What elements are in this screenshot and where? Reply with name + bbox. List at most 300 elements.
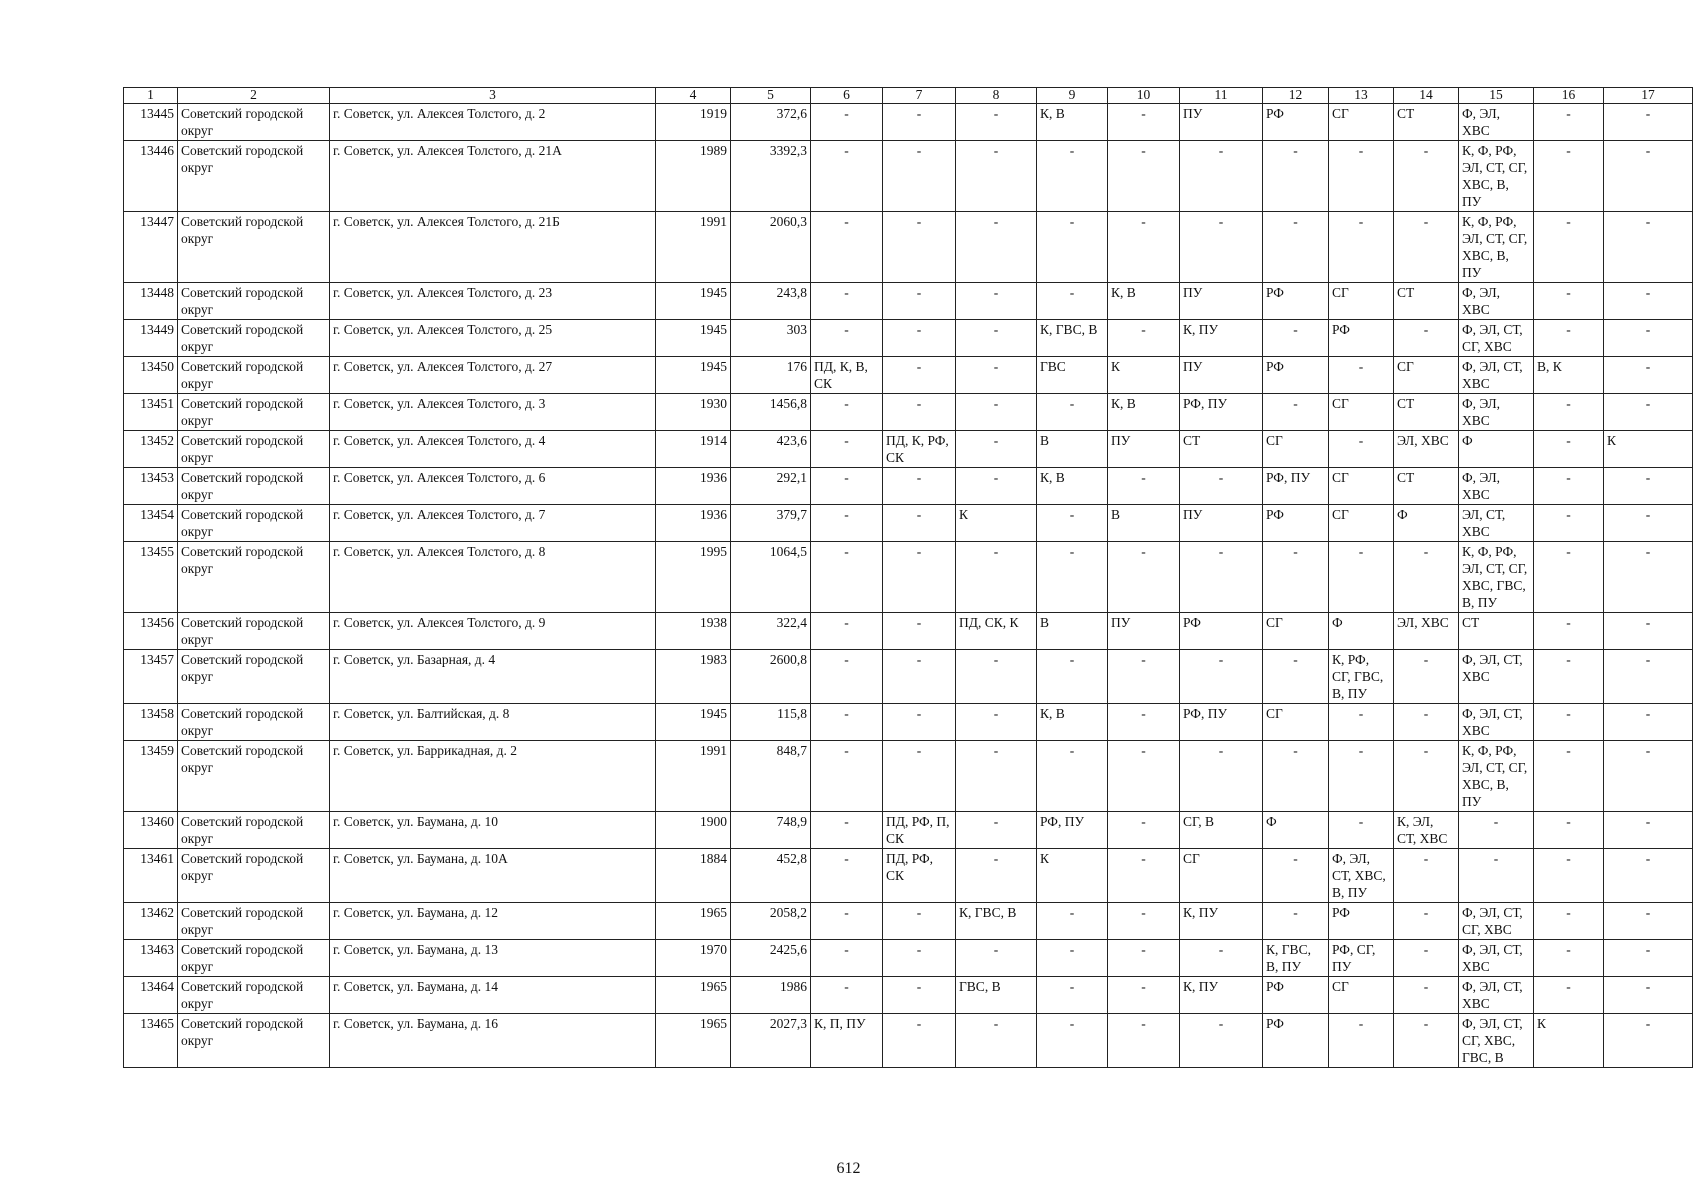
table-cell-col-8: - (956, 468, 1037, 505)
table-cell-col-15: - (1459, 849, 1534, 903)
table-cell-col-16: - (1534, 212, 1604, 283)
table-cell-col-16: - (1534, 849, 1604, 903)
table-cell-col-11: РФ, ПУ (1180, 394, 1263, 431)
table-cell-col-14: Ф (1394, 505, 1459, 542)
table-cell-col-3: г. Советск, ул. Баумана, д. 12 (330, 903, 656, 940)
table-row (124, 1014, 1693, 1068)
table-cell-col-15: К, Ф, РФ, ЭЛ, СТ, СГ, ХВС, В, ПУ (1459, 141, 1534, 212)
table-cell-col-14: - (1394, 704, 1459, 741)
table-cell-col-1: 13455 (124, 542, 178, 613)
table-cell-col-5: 372,6 (731, 104, 811, 141)
table-cell-col-10: К (1108, 357, 1180, 394)
table-cell-col-1: 13459 (124, 741, 178, 812)
table-cell-col-9: - (1037, 283, 1108, 320)
table-cell-col-7: ПД, К, РФ, СК (883, 431, 956, 468)
table-cell-col-9: - (1037, 212, 1108, 283)
table-cell-col-16: - (1534, 741, 1604, 812)
table-cell-col-10: К, В (1108, 283, 1180, 320)
table-cell-col-3: г. Советск, ул. Алексея Толстого, д. 6 (330, 468, 656, 505)
table-cell-col-4: 1938 (656, 613, 731, 650)
table-cell-col-16: В, К (1534, 357, 1604, 394)
table-cell-col-2: Советский городской округ (178, 903, 330, 940)
table-cell-col-5: 1456,8 (731, 394, 811, 431)
table-cell-col-7: - (883, 650, 956, 704)
table-cell-col-3: г. Советск, ул. Базарная, д. 4 (330, 650, 656, 704)
table-cell-col-4: 1991 (656, 741, 731, 812)
table-cell-col-2: Советский городской округ (178, 704, 330, 741)
table-cell-col-4: 1945 (656, 320, 731, 357)
register-table (123, 87, 1693, 1068)
table-cell-col-5: 2425,6 (731, 940, 811, 977)
table-cell-col-11: ПУ (1180, 283, 1263, 320)
table-cell-col-4: 1945 (656, 357, 731, 394)
column-header-3: 3 (330, 88, 656, 104)
table-cell-col-11: ПУ (1180, 357, 1263, 394)
table-cell-col-8: ГВС, В (956, 977, 1037, 1014)
table-cell-col-14: СТ (1394, 104, 1459, 141)
table-cell-col-17: - (1604, 542, 1693, 613)
table-cell-col-16: - (1534, 320, 1604, 357)
table-cell-col-12: СГ (1263, 704, 1329, 741)
table-cell-col-9: - (1037, 977, 1108, 1014)
table-cell-col-14: ЭЛ, ХВС (1394, 431, 1459, 468)
table-cell-col-9: - (1037, 1014, 1108, 1068)
table-cell-col-9: К (1037, 849, 1108, 903)
table-cell-col-5: 3392,3 (731, 141, 811, 212)
table-cell-col-13: СГ (1329, 104, 1394, 141)
table-cell-col-3: г. Советск, ул. Алексея Толстого, д. 9 (330, 613, 656, 650)
table-cell-col-17: - (1604, 320, 1693, 357)
table-cell-col-6: - (811, 468, 883, 505)
table-cell-col-9: - (1037, 741, 1108, 812)
table-cell-col-8: - (956, 320, 1037, 357)
table-cell-col-15: Ф, ЭЛ, СТ, СГ, ХВС (1459, 320, 1534, 357)
table-cell-col-16: - (1534, 812, 1604, 849)
table-cell-col-8: - (956, 542, 1037, 613)
column-header-10: 10 (1108, 88, 1180, 104)
table-cell-col-8: К, ГВС, В (956, 903, 1037, 940)
table-cell-col-16: - (1534, 704, 1604, 741)
table-cell-col-4: 1970 (656, 940, 731, 977)
table-cell-col-3: г. Советск, ул. Алексея Толстого, д. 8 (330, 542, 656, 613)
table-cell-col-12: РФ (1263, 283, 1329, 320)
table-cell-col-6: - (811, 394, 883, 431)
table-row (124, 613, 1693, 650)
column-header-9: 9 (1037, 88, 1108, 104)
table-cell-col-12: РФ (1263, 104, 1329, 141)
table-cell-col-10: - (1108, 1014, 1180, 1068)
table-cell-col-11: - (1180, 1014, 1263, 1068)
table-cell-col-15: Ф, ЭЛ, СТ, ХВС (1459, 940, 1534, 977)
table-cell-col-9: - (1037, 542, 1108, 613)
table-row (124, 357, 1693, 394)
table-cell-col-17: - (1604, 212, 1693, 283)
table-cell-col-17: - (1604, 977, 1693, 1014)
table-cell-col-2: Советский городской округ (178, 613, 330, 650)
table-cell-col-15: К, Ф, РФ, ЭЛ, СТ, СГ, ХВС, В, ПУ (1459, 212, 1534, 283)
table-cell-col-12: - (1263, 394, 1329, 431)
table-cell-col-10: - (1108, 977, 1180, 1014)
table-cell-col-1: 13449 (124, 320, 178, 357)
table-cell-col-13: - (1329, 357, 1394, 394)
table-cell-col-8: К (956, 505, 1037, 542)
table-cell-col-13: Ф (1329, 613, 1394, 650)
table-cell-col-10: - (1108, 141, 1180, 212)
table-cell-col-8: ПД, СК, К (956, 613, 1037, 650)
table-cell-col-6: - (811, 704, 883, 741)
table-cell-col-12: - (1263, 212, 1329, 283)
table-cell-col-9: К, ГВС, В (1037, 320, 1108, 357)
table-cell-col-8: - (956, 104, 1037, 141)
table-cell-col-4: 1965 (656, 977, 731, 1014)
table-row (124, 431, 1693, 468)
table-cell-col-10: - (1108, 650, 1180, 704)
table-cell-col-1: 13454 (124, 505, 178, 542)
table-cell-col-4: 1900 (656, 812, 731, 849)
table-cell-col-9: - (1037, 903, 1108, 940)
table-row (124, 849, 1693, 903)
table-cell-col-16: - (1534, 977, 1604, 1014)
table-cell-col-1: 13464 (124, 977, 178, 1014)
table-cell-col-12: - (1263, 650, 1329, 704)
table-cell-col-1: 13448 (124, 283, 178, 320)
table-row (124, 812, 1693, 849)
table-cell-col-14: - (1394, 849, 1459, 903)
table-row (124, 741, 1693, 812)
table-cell-col-11: К, ПУ (1180, 320, 1263, 357)
table-cell-col-11: - (1180, 741, 1263, 812)
table-cell-col-3: г. Советск, ул. Баррикадная, д. 2 (330, 741, 656, 812)
table-cell-col-7: - (883, 357, 956, 394)
table-cell-col-10: - (1108, 704, 1180, 741)
table-cell-col-6: - (811, 542, 883, 613)
table-cell-col-12: - (1263, 141, 1329, 212)
table-cell-col-2: Советский городской округ (178, 940, 330, 977)
table-cell-col-12: - (1263, 849, 1329, 903)
table-cell-col-6: - (811, 940, 883, 977)
table-cell-col-11: - (1180, 542, 1263, 613)
table-cell-col-10: ПУ (1108, 431, 1180, 468)
header-row (124, 88, 1693, 104)
table-cell-col-9: В (1037, 431, 1108, 468)
table-cell-col-4: 1936 (656, 505, 731, 542)
table-cell-col-3: г. Советск, ул. Алексея Толстого, д. 2 (330, 104, 656, 141)
table-cell-col-2: Советский городской округ (178, 212, 330, 283)
table-cell-col-17: - (1604, 849, 1693, 903)
table-row (124, 940, 1693, 977)
table-cell-col-6: - (811, 741, 883, 812)
table-cell-col-17: - (1604, 812, 1693, 849)
table-cell-col-4: 1884 (656, 849, 731, 903)
column-header-13: 13 (1329, 88, 1394, 104)
table-cell-col-1: 13457 (124, 650, 178, 704)
table-cell-col-8: - (956, 141, 1037, 212)
table-cell-col-11: - (1180, 212, 1263, 283)
column-header-14: 14 (1394, 88, 1459, 104)
table-cell-col-14: - (1394, 650, 1459, 704)
table-cell-col-6: - (811, 141, 883, 212)
table-cell-col-10: В (1108, 505, 1180, 542)
table-cell-col-17: - (1604, 704, 1693, 741)
column-header-8: 8 (956, 88, 1037, 104)
table-cell-col-1: 13461 (124, 849, 178, 903)
table-cell-col-3: г. Советск, ул. Алексея Толстого, д. 27 (330, 357, 656, 394)
table-cell-col-11: ПУ (1180, 505, 1263, 542)
table-cell-col-7: - (883, 141, 956, 212)
table-cell-col-7: - (883, 468, 956, 505)
table-cell-col-17: К (1604, 431, 1693, 468)
table-cell-col-13: СГ (1329, 283, 1394, 320)
table-cell-col-2: Советский городской округ (178, 320, 330, 357)
table-row (124, 212, 1693, 283)
table-cell-col-13: - (1329, 542, 1394, 613)
table-cell-col-9: - (1037, 141, 1108, 212)
table-cell-col-14: - (1394, 141, 1459, 212)
table-cell-col-15: СТ (1459, 613, 1534, 650)
table-cell-col-6: ПД, К, В, СК (811, 357, 883, 394)
table-cell-col-3: г. Советск, ул. Алексея Толстого, д. 25 (330, 320, 656, 357)
table-cell-col-5: 2600,8 (731, 650, 811, 704)
table-cell-col-13: - (1329, 431, 1394, 468)
table-cell-col-12: Ф (1263, 812, 1329, 849)
table-cell-col-3: г. Советск, ул. Баумана, д. 14 (330, 977, 656, 1014)
table-cell-col-10: К, В (1108, 394, 1180, 431)
table-cell-col-11: СГ (1180, 849, 1263, 903)
table-cell-col-2: Советский городской округ (178, 977, 330, 1014)
table-cell-col-13: - (1329, 212, 1394, 283)
table-cell-col-3: г. Советск, ул. Алексея Толстого, д. 7 (330, 505, 656, 542)
page-number: 612 (836, 1160, 861, 1177)
table-cell-col-14: - (1394, 903, 1459, 940)
table-cell-col-13: РФ (1329, 320, 1394, 357)
table-cell-col-3: г. Советск, ул. Алексея Толстого, д. 21Б (330, 212, 656, 283)
table-cell-col-8: - (956, 650, 1037, 704)
table-cell-col-1: 13465 (124, 1014, 178, 1068)
table-cell-col-12: РФ, ПУ (1263, 468, 1329, 505)
table-cell-col-6: - (811, 613, 883, 650)
table-cell-col-5: 2027,3 (731, 1014, 811, 1068)
table-cell-col-9: РФ, ПУ (1037, 812, 1108, 849)
table-cell-col-15: Ф, ЭЛ, СТ, СГ, ХВС, ГВС, В (1459, 1014, 1534, 1068)
table-cell-col-3: г. Советск, ул. Алексея Толстого, д. 23 (330, 283, 656, 320)
table-cell-col-11: - (1180, 940, 1263, 977)
table-cell-col-5: 176 (731, 357, 811, 394)
table-cell-col-17: - (1604, 141, 1693, 212)
table-cell-col-5: 2060,3 (731, 212, 811, 283)
table-cell-col-10: - (1108, 542, 1180, 613)
table-cell-col-17: - (1604, 505, 1693, 542)
table-cell-col-16: - (1534, 505, 1604, 542)
table-cell-col-17: - (1604, 650, 1693, 704)
table-cell-col-1: 13453 (124, 468, 178, 505)
table-cell-col-8: - (956, 357, 1037, 394)
table-cell-col-14: СТ (1394, 394, 1459, 431)
table-cell-col-15: К, Ф, РФ, ЭЛ, СТ, СГ, ХВС, ГВС, В, ПУ (1459, 542, 1534, 613)
table-cell-col-7: - (883, 542, 956, 613)
table-cell-col-17: - (1604, 1014, 1693, 1068)
table-row (124, 903, 1693, 940)
table-cell-col-15: ЭЛ, СТ, ХВС (1459, 505, 1534, 542)
table-cell-col-12: К, ГВС, В, ПУ (1263, 940, 1329, 977)
table-cell-col-8: - (956, 704, 1037, 741)
table-cell-col-8: - (956, 741, 1037, 812)
table-cell-col-12: - (1263, 903, 1329, 940)
table-cell-col-2: Советский городской округ (178, 741, 330, 812)
table-cell-col-11: К, ПУ (1180, 903, 1263, 940)
table-cell-col-16: - (1534, 650, 1604, 704)
table-cell-col-7: - (883, 940, 956, 977)
table-cell-col-13: - (1329, 141, 1394, 212)
table-cell-col-3: г. Советск, ул. Баумана, д. 13 (330, 940, 656, 977)
column-header-2: 2 (178, 88, 330, 104)
table-row (124, 977, 1693, 1014)
table-cell-col-7: - (883, 1014, 956, 1068)
table-cell-col-7: - (883, 741, 956, 812)
table-cell-col-3: г. Советск, ул. Алексея Толстого, д. 4 (330, 431, 656, 468)
table-cell-col-1: 13456 (124, 613, 178, 650)
column-header-15: 15 (1459, 88, 1534, 104)
table-cell-col-8: - (956, 431, 1037, 468)
table-cell-col-5: 452,8 (731, 849, 811, 903)
table-cell-col-2: Советский городской округ (178, 141, 330, 212)
table-cell-col-2: Советский городской округ (178, 431, 330, 468)
table-cell-col-13: - (1329, 812, 1394, 849)
table-cell-col-7: - (883, 613, 956, 650)
table-cell-col-13: СГ (1329, 977, 1394, 1014)
table-cell-col-15: К, Ф, РФ, ЭЛ, СТ, СГ, ХВС, В, ПУ (1459, 741, 1534, 812)
table-cell-col-3: г. Советск, ул. Алексея Толстого, д. 21А (330, 141, 656, 212)
table-cell-col-8: - (956, 1014, 1037, 1068)
table-cell-col-15: Ф, ЭЛ, СТ, ХВС (1459, 650, 1534, 704)
table-cell-col-9: - (1037, 394, 1108, 431)
table-cell-col-1: 13452 (124, 431, 178, 468)
table-cell-col-11: СГ, В (1180, 812, 1263, 849)
table-cell-col-17: - (1604, 613, 1693, 650)
table-cell-col-13: СГ (1329, 394, 1394, 431)
table-cell-col-8: - (956, 394, 1037, 431)
column-header-17: 17 (1604, 88, 1693, 104)
table-cell-col-5: 379,7 (731, 505, 811, 542)
table-cell-col-14: - (1394, 542, 1459, 613)
table-cell-col-13: - (1329, 741, 1394, 812)
table-cell-col-17: - (1604, 468, 1693, 505)
table-cell-col-6: - (811, 212, 883, 283)
table-cell-col-15: Ф (1459, 431, 1534, 468)
table-cell-col-2: Советский городской округ (178, 468, 330, 505)
table-cell-col-14: ЭЛ, ХВС (1394, 613, 1459, 650)
table-cell-col-9: К, В (1037, 704, 1108, 741)
column-header-12: 12 (1263, 88, 1329, 104)
table-cell-col-16: - (1534, 542, 1604, 613)
table-cell-col-5: 115,8 (731, 704, 811, 741)
column-header-11: 11 (1180, 88, 1263, 104)
table-cell-col-7: - (883, 977, 956, 1014)
column-header-4: 4 (656, 88, 731, 104)
table-cell-col-2: Советский городской округ (178, 394, 330, 431)
table-cell-col-7: - (883, 394, 956, 431)
table-cell-col-10: - (1108, 320, 1180, 357)
column-header-5: 5 (731, 88, 811, 104)
table-cell-col-2: Советский городской округ (178, 505, 330, 542)
table-row (124, 394, 1693, 431)
table-cell-col-1: 13462 (124, 903, 178, 940)
table-row (124, 468, 1693, 505)
table-row (124, 704, 1693, 741)
table-row (124, 104, 1693, 141)
table-cell-col-16: - (1534, 468, 1604, 505)
table-cell-col-11: РФ, ПУ (1180, 704, 1263, 741)
table-cell-col-6: - (811, 903, 883, 940)
table-cell-col-4: 1930 (656, 394, 731, 431)
table-cell-col-16: - (1534, 141, 1604, 212)
table-cell-col-10: - (1108, 468, 1180, 505)
table-cell-col-5: 2058,2 (731, 903, 811, 940)
table-row (124, 542, 1693, 613)
table-cell-col-3: г. Советск, ул. Балтийская, д. 8 (330, 704, 656, 741)
table-cell-col-9: К, В (1037, 104, 1108, 141)
table-cell-col-14: - (1394, 1014, 1459, 1068)
table-cell-col-2: Советский городской округ (178, 542, 330, 613)
table-cell-col-13: РФ (1329, 903, 1394, 940)
table-cell-col-13: РФ, СГ, ПУ (1329, 940, 1394, 977)
table-cell-col-2: Советский городской округ (178, 104, 330, 141)
table-cell-col-5: 243,8 (731, 283, 811, 320)
table-cell-col-12: - (1263, 741, 1329, 812)
table-cell-col-10: - (1108, 812, 1180, 849)
table-cell-col-9: К, В (1037, 468, 1108, 505)
table-cell-col-6: - (811, 849, 883, 903)
table-cell-col-10: - (1108, 104, 1180, 141)
table-cell-col-12: СГ (1263, 613, 1329, 650)
table-cell-col-16: - (1534, 903, 1604, 940)
table-row (124, 283, 1693, 320)
table-cell-col-3: г. Советск, ул. Алексея Толстого, д. 3 (330, 394, 656, 431)
table-cell-col-17: - (1604, 741, 1693, 812)
table-cell-col-7: - (883, 505, 956, 542)
table-cell-col-13: Ф, ЭЛ, СТ, ХВС, В, ПУ (1329, 849, 1394, 903)
table-cell-col-15: Ф, ЭЛ, СТ, ХВС (1459, 977, 1534, 1014)
table-cell-col-2: Советский городской округ (178, 283, 330, 320)
table-cell-col-5: 292,1 (731, 468, 811, 505)
table-cell-col-16: - (1534, 613, 1604, 650)
table-cell-col-5: 748,9 (731, 812, 811, 849)
table-body (124, 104, 1693, 1068)
table-cell-col-1: 13446 (124, 141, 178, 212)
table-cell-col-11: ПУ (1180, 104, 1263, 141)
table-cell-col-12: РФ (1263, 1014, 1329, 1068)
table-cell-col-10: ПУ (1108, 613, 1180, 650)
table-cell-col-1: 13458 (124, 704, 178, 741)
table-cell-col-5: 322,4 (731, 613, 811, 650)
table-cell-col-6: - (811, 431, 883, 468)
table-cell-col-10: - (1108, 212, 1180, 283)
table-cell-col-11: СТ (1180, 431, 1263, 468)
table-cell-col-2: Советский городской округ (178, 357, 330, 394)
table-cell-col-17: - (1604, 283, 1693, 320)
column-header-1: 1 (124, 88, 178, 104)
table-cell-col-13: К, РФ, СГ, ГВС, В, ПУ (1329, 650, 1394, 704)
table-row (124, 141, 1693, 212)
table-cell-col-12: - (1263, 320, 1329, 357)
table-cell-col-7: - (883, 104, 956, 141)
table-cell-col-16: - (1534, 104, 1604, 141)
table-cell-col-4: 1983 (656, 650, 731, 704)
table-cell-col-12: - (1263, 542, 1329, 613)
table-cell-col-12: РФ (1263, 977, 1329, 1014)
table-cell-col-14: - (1394, 940, 1459, 977)
table-cell-col-16: К (1534, 1014, 1604, 1068)
table-cell-col-9: - (1037, 650, 1108, 704)
